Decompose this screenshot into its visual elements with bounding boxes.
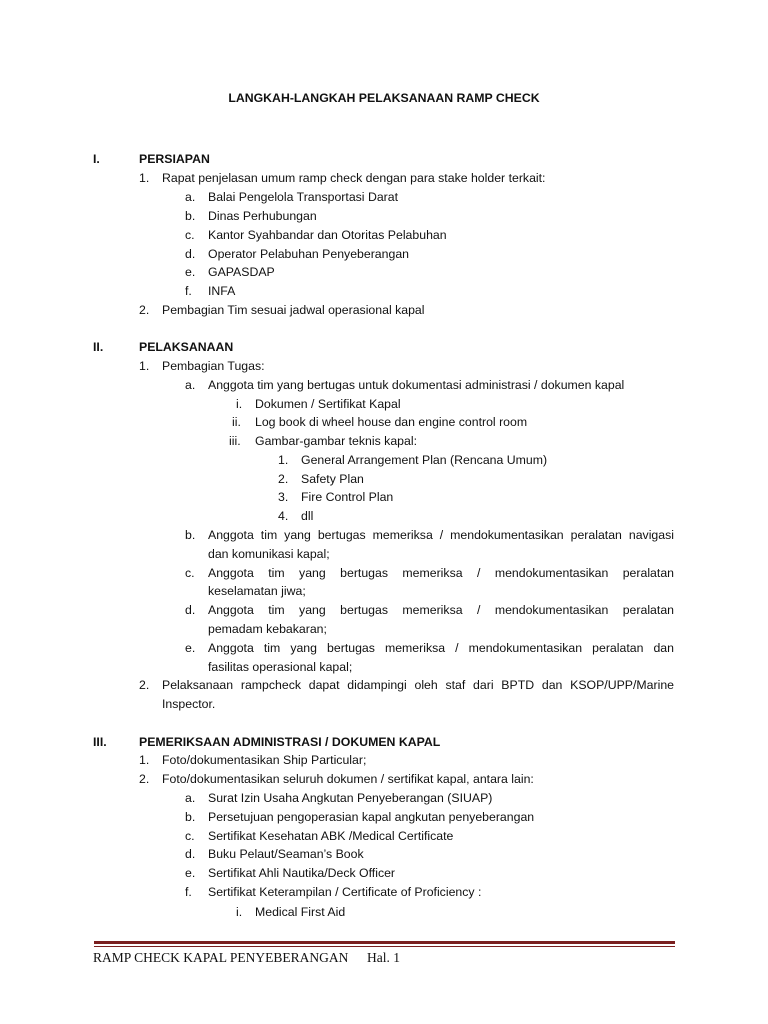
- list-marker: c.: [185, 228, 195, 242]
- list-item: Pembagian Tim sesuai jadwal operasional kapal: [162, 303, 425, 317]
- section-1-heading: PERSIAPAN: [139, 152, 210, 166]
- list-item: Log book di wheel house dan engine control room: [255, 415, 528, 429]
- list-marker: f.: [185, 885, 192, 899]
- section-3-heading: PEMERIKSAAN ADMINISTRASI / DOKUMEN KAPAL: [139, 735, 441, 749]
- page-number: Hal. 1: [367, 950, 400, 965]
- list-item: Surat Izin Usaha Angkutan Penyeberangan (SIUAP): [208, 791, 493, 805]
- list-item: GAPASDAP: [208, 265, 275, 279]
- list-item-continuation: keselamatan jiwa;: [208, 584, 306, 598]
- list-item: Fire Control Plan: [301, 490, 394, 504]
- list-item: Balai Pengelola Transportasi Darat: [208, 190, 399, 204]
- list-item: Anggota tim yang bertugas memeriksa / mendokumentasikan peralatan: [208, 566, 674, 580]
- list-item: Anggota tim yang bertugas memeriksa / mendokumentasikan peralatan dan: [208, 641, 674, 655]
- list-item: Buku Pelaut/Seaman’s Book: [208, 847, 364, 861]
- list-marker: 4.: [278, 509, 289, 523]
- list-marker: d.: [185, 247, 196, 261]
- section-2-heading: PELAKSANAAN: [139, 340, 234, 354]
- section-2-number: II.: [93, 340, 104, 354]
- footer-rule-thin: [94, 946, 675, 947]
- list-marker: a.: [185, 190, 196, 204]
- list-marker: 1.: [139, 359, 150, 373]
- list-marker: c.: [185, 566, 195, 580]
- list-marker: d.: [185, 847, 196, 861]
- list-item: Sertifikat Ahli Nautika/Deck Officer: [208, 866, 396, 880]
- list-marker: 2.: [139, 678, 150, 692]
- list-marker: 1.: [278, 453, 289, 467]
- list-item: Anggota tim yang bertugas memeriksa / mendokumentasikan peralatan navigasi: [208, 528, 674, 542]
- list-item-continuation: Inspector.: [162, 697, 216, 711]
- list-item: Medical First Aid: [255, 905, 346, 919]
- list-marker: c.: [185, 829, 195, 843]
- list-marker: 1.: [139, 171, 150, 185]
- list-item: Anggota tim yang bertugas untuk dokumentasi administrasi / dokumen kapal: [208, 378, 625, 392]
- list-marker: d.: [185, 603, 196, 617]
- list-marker: i.: [236, 397, 243, 411]
- list-marker: b.: [185, 209, 196, 223]
- list-item: Pembagian Tugas:: [162, 359, 265, 373]
- footer-title: RAMP CHECK KAPAL PENYEBERANGAN: [93, 950, 349, 965]
- list-marker: e.: [185, 866, 196, 880]
- list-marker: e.: [185, 641, 196, 655]
- list-item: INFA: [208, 284, 236, 298]
- list-marker: i.: [236, 905, 243, 919]
- list-marker: iii.: [229, 434, 241, 448]
- document-title: LANGKAH-LANGKAH PELAKSANAAN RAMP CHECK: [228, 91, 540, 105]
- list-marker: b.: [185, 528, 196, 542]
- list-item: Foto/dokumentasikan Ship Particular;: [162, 753, 367, 767]
- list-marker: 1.: [139, 753, 150, 767]
- list-marker: f.: [185, 284, 192, 298]
- list-marker: 2.: [139, 303, 150, 317]
- list-item: Pelaksanaan rampcheck dapat didampingi oleh staf dari BPTD dan KSOP/UPP/Marine: [162, 678, 674, 692]
- section-3-number: III.: [93, 735, 107, 749]
- list-item: Persetujuan pengoperasian kapal angkutan penyeberangan: [208, 810, 535, 824]
- list-item-continuation: pemadam kebakaran;: [208, 622, 327, 636]
- list-item: Gambar-gambar teknis kapal:: [255, 434, 417, 448]
- list-marker: ii.: [232, 415, 241, 429]
- list-item: Sertifikat Keterampilan / Certificate of Proficiency :: [208, 885, 482, 899]
- section-1-number: I.: [93, 152, 100, 166]
- footer-rule-thick: [94, 941, 675, 944]
- list-marker: 2.: [139, 772, 150, 786]
- list-item: Foto/dokumentasikan seluruh dokumen / sertifikat kapal, antara lain:: [162, 772, 534, 786]
- list-item: Anggota tim yang bertugas memeriksa / mendokumentasikan peralatan: [208, 603, 674, 617]
- list-item-continuation: dan komunikasi kapal;: [208, 547, 330, 561]
- list-item: Operator Pelabuhan Penyeberangan: [208, 247, 410, 261]
- list-item: General Arrangement Plan (Rencana Umum): [301, 453, 548, 467]
- list-item-continuation: fasilitas operasional kapal;: [208, 660, 353, 674]
- list-marker: a.: [185, 378, 196, 392]
- list-item: Dinas Perhubungan: [208, 209, 317, 223]
- list-marker: a.: [185, 791, 196, 805]
- list-marker: 2.: [278, 472, 289, 486]
- list-item: Kantor Syahbandar dan Otoritas Pelabuhan: [208, 228, 447, 242]
- list-item: Safety Plan: [301, 472, 364, 486]
- list-marker: b.: [185, 810, 196, 824]
- list-marker: e.: [185, 265, 196, 279]
- list-marker: 3.: [278, 490, 289, 504]
- list-item: Rapat penjelasan umum ramp check dengan para stake holder terkait:: [162, 171, 546, 185]
- list-item: Dokumen / Sertifikat Kapal: [255, 397, 401, 411]
- list-item: Sertifikat Kesehatan ABK /Medical Certificate: [208, 829, 454, 843]
- list-item: dll: [301, 509, 314, 523]
